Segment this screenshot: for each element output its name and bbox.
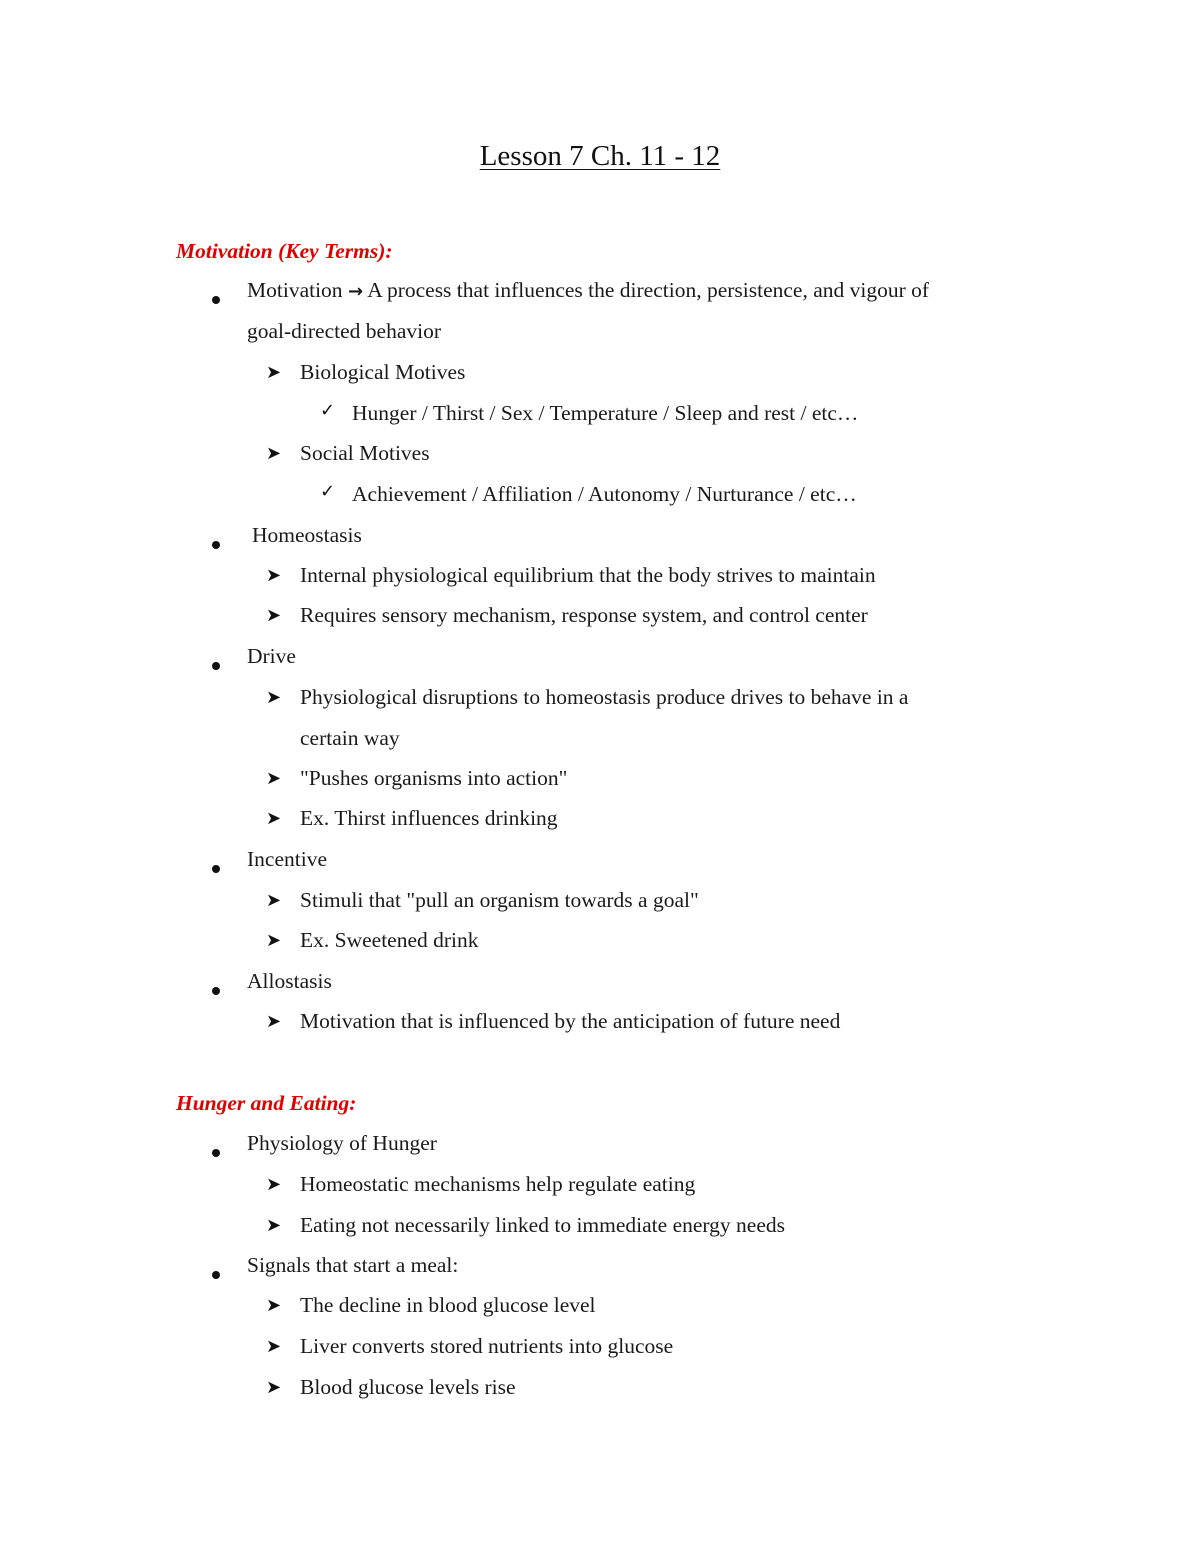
list-item-incentive-sub2: Ex. Sweetened drink xyxy=(300,928,479,952)
arrowhead-bullet-icon: ➤ xyxy=(266,930,282,951)
section-heading-motivation: Motivation (Key Terms): xyxy=(176,239,393,263)
list-item-homeostasis-sub2: Requires sensory mechanism, response system, and control center xyxy=(300,603,868,627)
list-item-signals-sub3: Blood glucose levels rise xyxy=(300,1375,516,1399)
page-title: Lesson 7 Ch. 11 - 12 xyxy=(479,140,721,172)
term-motivation: Motivation xyxy=(247,278,343,302)
arrowhead-bullet-icon: ➤ xyxy=(266,565,282,586)
list-item-signals-sub1: The decline in blood glucose level xyxy=(300,1293,596,1317)
arrowhead-bullet-icon: ➤ xyxy=(266,1215,282,1236)
bullet-icon xyxy=(212,856,220,878)
bullet-icon xyxy=(212,287,220,309)
bullet-icon xyxy=(212,532,220,554)
arrowhead-bullet-icon: ➤ xyxy=(266,808,282,829)
list-item-drive: Drive xyxy=(247,644,296,668)
arrowhead-bullet-icon: ➤ xyxy=(266,362,282,383)
arrowhead-bullet-icon: ➤ xyxy=(266,1377,282,1398)
list-item-physiology-hunger: Physiology of Hunger xyxy=(247,1131,437,1155)
list-item-physiology-sub1: Homeostatic mechanisms help regulate eating xyxy=(300,1172,696,1196)
bullet-icon xyxy=(212,653,220,675)
definition-motivation: A process that influences the direction, persistence, and vigour of xyxy=(367,278,930,302)
list-item-allostasis-sub1: Motivation that is influenced by the anticipation of future need xyxy=(300,1009,841,1033)
list-item-biological-motives: Biological Motives xyxy=(300,360,466,384)
section-heading-hunger: Hunger and Eating: xyxy=(176,1091,357,1115)
list-item-homeostasis: Homeostasis xyxy=(252,523,362,547)
list-item-drive-sub3: Ex. Thirst influences drinking xyxy=(300,806,558,830)
list-item-drive-sub2: "Pushes organisms into action" xyxy=(300,766,568,790)
list-item-allostasis: Allostasis xyxy=(247,969,332,993)
list-item-social-list: Achievement / Affiliation / Autonomy / Nurturance / etc… xyxy=(352,482,857,506)
checkmark-icon: ✓ xyxy=(320,400,336,421)
arrowhead-bullet-icon: ➤ xyxy=(266,1295,282,1316)
arrowhead-bullet-icon: ➤ xyxy=(266,890,282,911)
list-item-social-motives: Social Motives xyxy=(300,441,430,465)
right-arrow-icon: → xyxy=(347,281,364,302)
arrowhead-bullet-icon: ➤ xyxy=(266,443,282,464)
list-item-drive-sub1-cont: certain way xyxy=(300,726,400,750)
list-item-biological-list: Hunger / Thirst / Sex / Temperature / Sleep and rest / etc… xyxy=(352,401,859,425)
arrowhead-bullet-icon: ➤ xyxy=(266,605,282,626)
list-item-homeostasis-sub1: Internal physiological equilibrium that the body strives to maintain xyxy=(300,563,876,587)
list-item-incentive-sub1: Stimuli that "pull an organism towards a goal" xyxy=(300,888,699,912)
list-item-incentive: Incentive xyxy=(247,847,327,871)
arrowhead-bullet-icon: ➤ xyxy=(266,1011,282,1032)
list-item-motivation xyxy=(247,280,929,302)
list-item-signals-sub2: Liver converts stored nutrients into glucose xyxy=(300,1334,674,1358)
list-item-drive-sub1: Physiological disruptions to homeostasis produce drives to behave in a xyxy=(300,685,909,709)
definition-motivation-cont: goal-directed behavior xyxy=(247,319,442,343)
list-item-signals: Signals that start a meal: xyxy=(247,1253,459,1277)
arrowhead-bullet-icon: ➤ xyxy=(266,687,282,708)
bullet-icon xyxy=(212,1262,220,1284)
arrowhead-bullet-icon: ➤ xyxy=(266,1174,282,1195)
arrowhead-bullet-icon: ➤ xyxy=(266,1336,282,1357)
arrowhead-bullet-icon: ➤ xyxy=(266,768,282,789)
bullet-icon xyxy=(212,978,220,1000)
list-item-physiology-sub2: Eating not necessarily linked to immediate energy needs xyxy=(300,1213,785,1237)
bullet-icon xyxy=(212,1140,220,1162)
checkmark-icon: ✓ xyxy=(320,481,336,502)
